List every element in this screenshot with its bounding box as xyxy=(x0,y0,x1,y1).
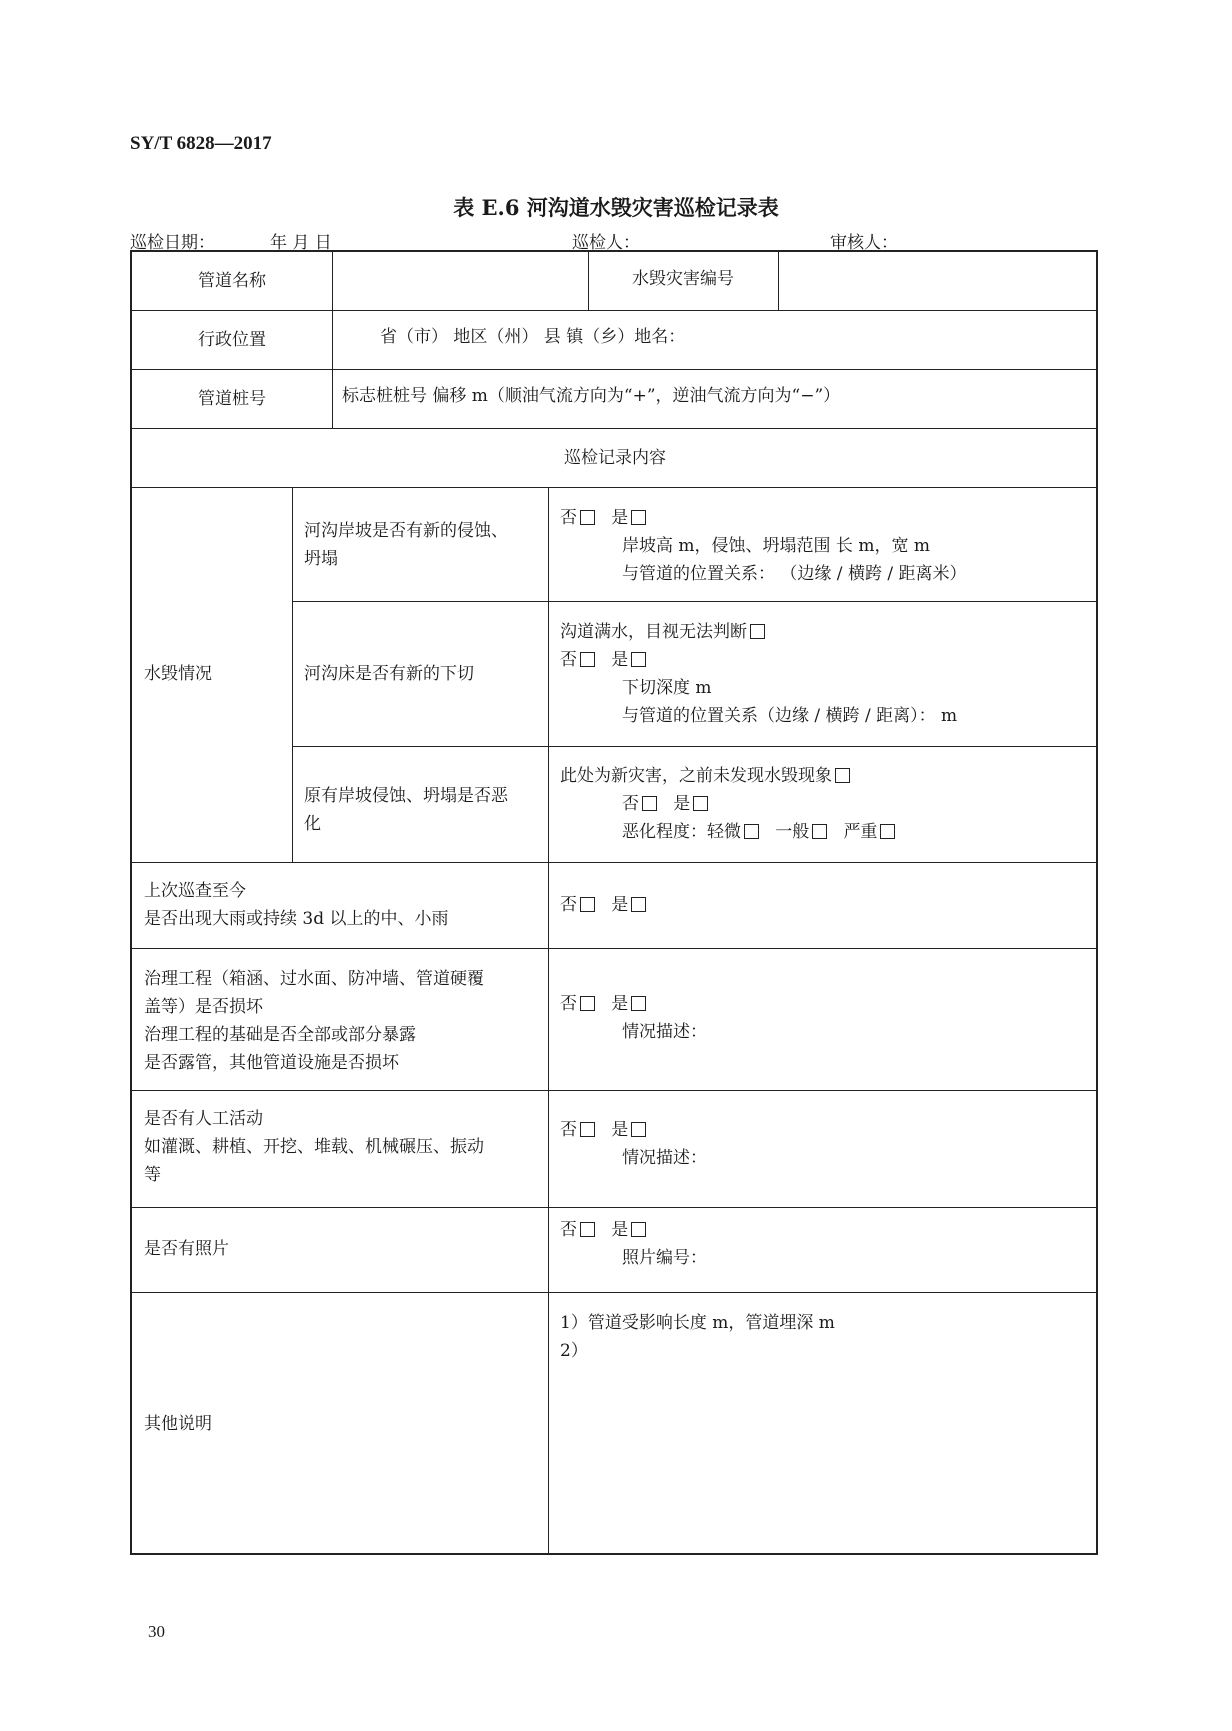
checkbox-no[interactable] xyxy=(580,1122,595,1137)
field-other-notes[interactable]: 1）管道受影响长度 m，管道埋深 m 2） xyxy=(560,1313,835,1361)
q-governance-works: 治理工程（箱涵、过水面、防冲墙、管道硬覆 盖等）是否损坏 治理工程的基础是否全部或部分暴露 是否露管，其他管道设施是否损坏 xyxy=(144,969,484,1073)
checkbox-no[interactable] xyxy=(642,796,657,811)
checkbox-yes[interactable] xyxy=(631,996,646,1011)
label-pipeline-name: 管道名称 xyxy=(198,271,266,291)
a-existing-worsened: 此处为新灾害，之前未发现水毁现象 否 是 恶化程度：轻微 一般 严重 xyxy=(560,762,1090,846)
checkbox-yes[interactable] xyxy=(631,1122,646,1137)
q-bed-incision: 河沟床是否有新的下切 xyxy=(304,664,474,684)
q-existing-worsened: 原有岸坡侵蚀、坍塌是否恶 化 xyxy=(304,786,508,834)
checkbox-severe[interactable] xyxy=(880,824,895,839)
q-human-activity: 是否有人工活动 如灌溉、耕植、开挖、堆载、机械碾压、振动 等 xyxy=(144,1109,484,1185)
checkbox-yes[interactable] xyxy=(631,510,646,525)
a-governance-works: 否 是 情况描述： xyxy=(560,994,707,1042)
label-admin-location: 行政位置 xyxy=(198,330,266,350)
date-label: 巡检日期： xyxy=(130,233,215,253)
checkbox-cannot-judge[interactable] xyxy=(750,624,765,639)
field-admin-location[interactable]: 省（市） 地区（州） 县 镇（乡）地名： xyxy=(380,327,686,347)
section-record-content: 巡检记录内容 xyxy=(564,448,666,468)
date-fields: 年 月 日 xyxy=(270,233,332,253)
checkbox-moderate[interactable] xyxy=(812,824,827,839)
field-pipeline-name[interactable] xyxy=(334,255,588,309)
a-bank-erosion: 否 是 岸坡高 m，侵蚀、坍塌范围 长 m，宽 m 与管道的位置关系： （边缘 / 横跨 / 距离米） xyxy=(560,508,967,584)
checkbox-no[interactable] xyxy=(580,996,595,1011)
reviewer-label: 审核人： xyxy=(830,233,898,253)
inspector-label: 巡检人： xyxy=(572,233,640,253)
label-other-notes: 其他说明 xyxy=(144,1414,212,1434)
field-hazard-number[interactable] xyxy=(780,255,1098,309)
checkbox-no[interactable] xyxy=(580,1222,595,1237)
checkbox-no[interactable] xyxy=(580,510,595,525)
a-human-activity: 否 是 情况描述： xyxy=(560,1120,707,1168)
a-bed-incision: 沟道满水，目视无法判断 否 是 下切深度 m 与管道的位置关系（边缘 / 横跨 / 距离）： m xyxy=(560,622,958,726)
checkbox-no[interactable] xyxy=(580,652,595,667)
table-title: 表 E.6 河沟道水毁灾害巡检记录表 xyxy=(453,195,779,220)
q-photo: 是否有照片 xyxy=(144,1239,229,1259)
q-rain: 上次巡查至今 是否出现大雨或持续 3d 以上的中、小雨 xyxy=(144,881,449,929)
standard-code: SY/T 6828—2017 xyxy=(130,133,272,154)
a-photo: 否 是 照片编号： xyxy=(560,1220,707,1268)
checkbox-slight[interactable] xyxy=(744,824,759,839)
field-stake-number[interactable]: 标志桩桩号 偏移 m（顺油气流方向为“+”，逆油气流方向为“−”） xyxy=(342,386,841,406)
checkbox-yes[interactable] xyxy=(631,652,646,667)
checkbox-yes[interactable] xyxy=(631,1222,646,1237)
checkbox-yes[interactable] xyxy=(693,796,708,811)
label-hazard-number: 水毁灾害编号 xyxy=(632,269,734,289)
q-bank-erosion: 河沟岸坡是否有新的侵蚀、 坍塌 xyxy=(304,521,508,569)
page-number: 30 xyxy=(148,1622,165,1641)
checkbox-new-hazard[interactable] xyxy=(835,768,850,783)
checkbox-yes[interactable] xyxy=(631,897,646,912)
a-rain: 否 是 xyxy=(560,891,646,919)
checkbox-no[interactable] xyxy=(580,897,595,912)
label-stake-number: 管道桩号 xyxy=(198,389,266,409)
label-water-damage: 水毁情况 xyxy=(144,664,212,684)
inspection-table xyxy=(130,250,1098,1555)
